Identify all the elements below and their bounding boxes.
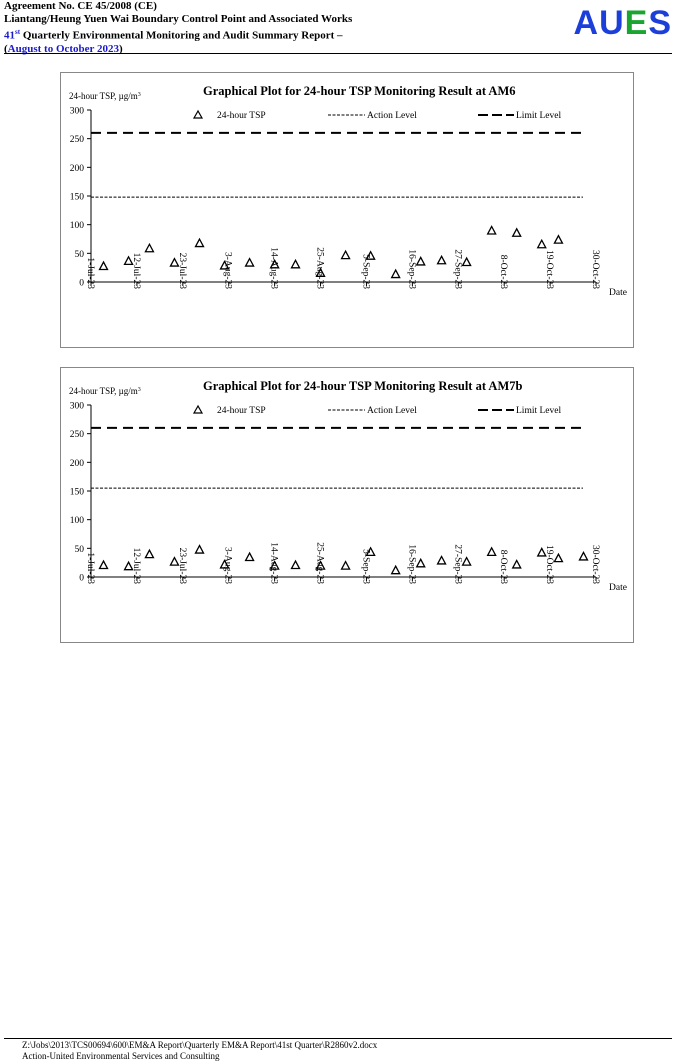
period-open-paren: ( [4, 42, 8, 55]
legend-label-tsp: 24-hour TSP [217, 111, 266, 121]
x-tick-label: 23-Jul-23 [176, 547, 187, 584]
y-axis-label: 24-hour TSP, $\mu g/m^3$ [69, 91, 141, 101]
data-point-tsp [417, 257, 425, 265]
legend-label-limit: Limit Level [516, 111, 562, 121]
chart-title: Graphical Plot for 24-hour TSP Monitoring Result at AM6 [203, 84, 516, 98]
logo-letter-s: S [648, 4, 672, 42]
y-tick-label: 250 [69, 430, 84, 441]
y-axis-label: 24-hour TSP, $\mu g/m^3$ [69, 386, 141, 396]
x-tick-label: 1-Jul-23 [85, 257, 95, 289]
y-tick-label: 150 [69, 192, 84, 203]
x-tick-label: 25-Aug-23 [314, 542, 325, 584]
data-point-tsp [145, 550, 153, 558]
x-tick-label: 27-Sep-23 [452, 249, 463, 289]
x-tick-label: 8-Oct-23 [498, 549, 509, 584]
chart-title: Graphical Plot for 24-hour TSP Monitoring Result at AM7b [203, 379, 523, 393]
y-tick-label: 200 [69, 163, 84, 174]
x-tick-label: 23-Jul-23 [176, 252, 187, 289]
data-point-tsp [342, 562, 350, 570]
data-point-tsp [342, 251, 350, 258]
data-point-tsp [100, 561, 108, 569]
y-axis-label-superscript: 3 [137, 387, 141, 393]
data-point-tsp [417, 559, 425, 567]
x-tick-label: 8-Oct-23 [498, 254, 509, 289]
data-point-tsp [488, 226, 496, 234]
data-point-tsp [488, 548, 496, 556]
header-rule [4, 53, 672, 54]
data-point-tsp [392, 270, 400, 278]
data-point-tsp [246, 259, 254, 267]
x-tick-label: 19-Oct-23 [544, 249, 555, 289]
y-tick-label: 200 [69, 458, 84, 469]
data-point-tsp [292, 561, 300, 569]
x-tick-label: 3-Aug-23 [222, 252, 233, 289]
data-point-tsp [513, 560, 521, 568]
data-point-tsp [196, 546, 204, 554]
project-title: Liantang/Heung Yuen Wai Boundary Control Point and Associated Works [4, 13, 353, 25]
x-tick-label: 27-Sep-23 [452, 544, 463, 584]
x-tick-label: 14-Aug-23 [268, 247, 279, 289]
x-tick-label: 14-Aug-23 [268, 542, 279, 584]
y-tick-label: 150 [69, 487, 84, 498]
data-point-tsp [438, 256, 446, 264]
report-header [4, 0, 672, 56]
y-axis-label-superscript: 3 [137, 92, 141, 98]
x-axis-label: Date [609, 288, 627, 298]
data-point-tsp [463, 258, 471, 266]
data-point-tsp [538, 240, 546, 248]
aues-logo [574, 6, 673, 40]
y-tick-label: 300 [69, 106, 84, 117]
legend-marker-tsp [194, 406, 202, 413]
x-tick-label: 16-Sep-23 [406, 249, 417, 289]
x-axis-label: Date [609, 583, 627, 593]
data-point-tsp [292, 260, 300, 268]
data-point-tsp [554, 554, 562, 562]
y-tick-label: 50 [74, 249, 84, 260]
file-path: Z:\Jobs\2013\TCS00694\600\EM&A Report\Quarterly EM&A Report\41st Quarter\R2860v2.docx [22, 1040, 378, 1050]
period-close-paren: ) [119, 42, 123, 55]
data-point-tsp [246, 553, 254, 561]
x-tick-label: 12-Jul-23 [130, 547, 141, 584]
x-tick-label: 30-Oct-23 [590, 249, 600, 289]
report-title [4, 26, 672, 43]
legend-label-tsp: 24-hour TSP [217, 406, 266, 416]
legend-label-limit: Limit Level [516, 406, 562, 416]
x-tick-label: 16-Sep-23 [406, 544, 417, 584]
y-tick-label: 0 [79, 278, 84, 289]
x-tick-label: 25-Aug-23 [314, 247, 325, 289]
x-tick-label: 30-Oct-23 [590, 544, 600, 584]
data-point-tsp [554, 236, 562, 244]
data-point-tsp [579, 552, 587, 560]
data-point-tsp [392, 566, 400, 574]
agreement-number: Agreement No. CE 45/2008 (CE) [4, 0, 157, 12]
x-tick-label: 5-Sep-23 [360, 549, 371, 584]
logo-letter-a: A [573, 4, 600, 42]
x-tick-label: 1-Jul-23 [85, 552, 95, 584]
page-footer [22, 1040, 377, 1062]
x-tick-label: 3-Aug-23 [222, 547, 233, 584]
logo-letter-u: U [599, 4, 625, 42]
y-tick-label: 100 [69, 221, 84, 232]
legend-label-action: Action Level [367, 111, 417, 121]
chart-am6 [60, 72, 634, 348]
chart-am7b-svg [61, 368, 633, 642]
legend-label-action: Action Level [367, 406, 417, 416]
company-name: Action-United Environmental Services and Consulting [22, 1051, 220, 1061]
y-tick-label: 100 [69, 516, 84, 527]
y-tick-label: 300 [69, 401, 84, 412]
chart-am6-svg [61, 73, 633, 347]
y-tick-label: 50 [74, 544, 84, 555]
logo-letter-e: E [624, 4, 649, 42]
y-tick-label: 0 [79, 573, 84, 584]
data-point-tsp [100, 262, 108, 270]
legend-marker-tsp [194, 111, 202, 118]
footer-rule [4, 1038, 672, 1039]
data-point-tsp [438, 556, 446, 564]
chart-am7b [60, 367, 634, 643]
data-point-tsp [196, 239, 204, 247]
report-number-suffix: st [15, 28, 21, 36]
x-tick-label: 12-Jul-23 [130, 252, 141, 289]
period-text: August to October 2023 [7, 42, 119, 55]
data-point-tsp [463, 558, 471, 566]
data-point-tsp [513, 229, 521, 237]
data-point-tsp [145, 244, 153, 252]
x-tick-label: 5-Sep-23 [360, 254, 371, 289]
report-number: 41 [4, 29, 15, 42]
y-tick-label: 250 [69, 135, 84, 146]
x-tick-label: 19-Oct-23 [544, 544, 555, 584]
report-title-text: Quarterly Environmental Monitoring and Audit Summary Report – [20, 29, 343, 42]
